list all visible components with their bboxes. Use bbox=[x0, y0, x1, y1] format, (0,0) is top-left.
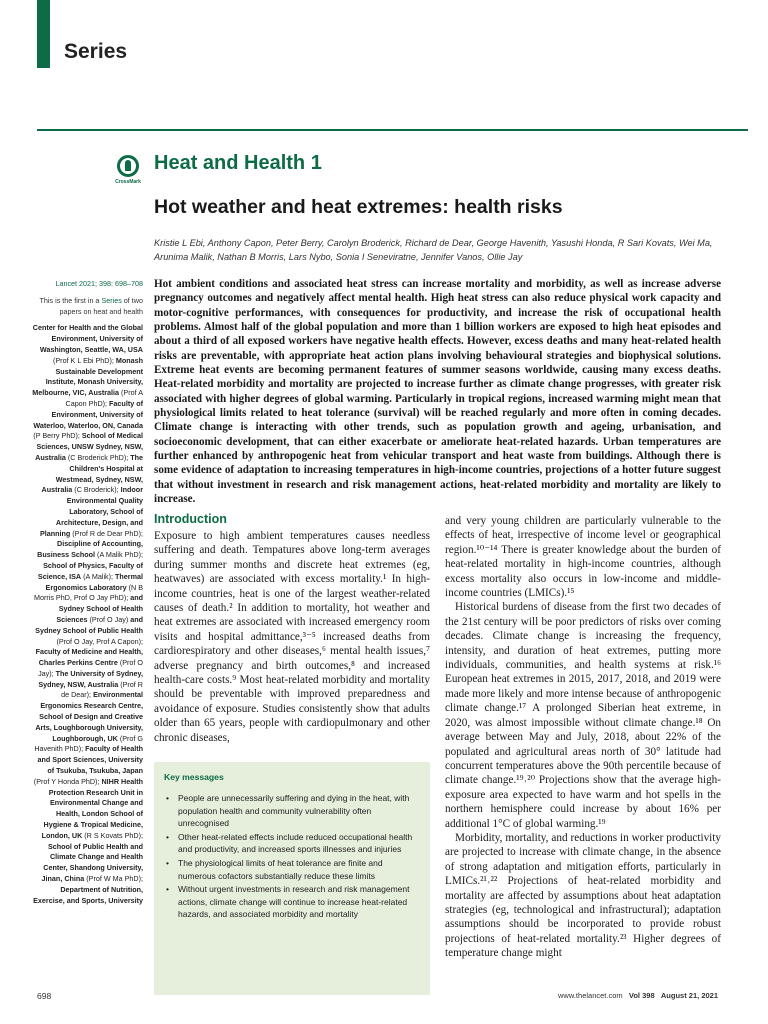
sidebar bbox=[30, 279, 143, 906]
list-item: • Other heat-related effects include reduced occupational health and productivity, and increased sports illnesses and injuries bbox=[164, 831, 420, 856]
affiliation-institution: The Children's Hospital at Westmead, Sydney, NSW, Australia bbox=[41, 452, 143, 495]
affiliation-institution: Thermal Ergonomics Laboratory bbox=[45, 571, 143, 592]
affiliation-authors: (Prof O Jay); bbox=[38, 658, 143, 678]
affiliation-authors: (Prof K L Ebi PhD); bbox=[52, 355, 116, 365]
paragraph: Historical burdens of disease from the first two decades of the 21st century will be poor predictors of risks over coming decades. Climate change is increasing the frequency, intensity, and duration of heat extremes, putting more individuals, communities, and health systems at risk.¹⁶ European heat extremes in 2015, 2017, 2018, and 2019 were made more likely and more intense because of anthropogenic climate change.¹⁷ A prolonged Siberian heat extreme, in 2020, was almost impossible without climate change.¹⁸ On average between May and July, 2018, about 22% of the populated and agricultural areas north of 30° latitude had concurrent temperatures above the 90th percentile because of climate change.¹⁹˒²⁰ Projections show that the average high-exposure area expected to have warm and hot spells in the northern hemisphere could increase by about 16% per additional 1°C of global warming.¹⁹ bbox=[445, 601, 721, 830]
key-messages-list bbox=[164, 792, 420, 921]
list-item: • The physiological limits of heat tolerance are finite and numerous cofactors substantially reduce these limits bbox=[164, 857, 420, 882]
footer-volume: Vol 398 bbox=[628, 991, 655, 1000]
affiliation-authors: (Prof Y Honda PhD); bbox=[33, 776, 102, 786]
affiliation-authors: (Prof R de Dear); bbox=[61, 679, 143, 700]
series-note-pre: This is the first in a bbox=[39, 295, 102, 305]
affiliation-institution: School of Physics, Faculty of Science, ISA bbox=[37, 560, 143, 581]
affiliation-authors: (A Malik PhD); bbox=[95, 550, 143, 560]
header-divider bbox=[37, 129, 748, 131]
affiliation-authors: (C Broderick); bbox=[72, 485, 121, 495]
crossmark-label: CrossMark bbox=[115, 179, 141, 185]
footer-site[interactable]: www.thelancet.com bbox=[558, 991, 623, 1000]
affiliation-institution: Department of Nutrition, Exercise, and Sports, University bbox=[33, 884, 143, 905]
affiliation-authors: (A Malik); bbox=[81, 571, 116, 581]
affiliation-institution: School of Public Health and Climate Change and Health Center, Shandong University, Jinan, China bbox=[41, 841, 143, 884]
series-tab-marker bbox=[37, 0, 50, 68]
introduction-text bbox=[154, 529, 430, 745]
series-link[interactable]: Series bbox=[101, 295, 122, 305]
key-messages-title: Key messages bbox=[164, 772, 224, 782]
affiliation-institution: Faculty of Environment, University of Waterloo, Waterloo, ON, Canada bbox=[33, 398, 143, 430]
affiliation-authors: (Prof W Ma PhD); bbox=[84, 874, 143, 884]
affiliation-authors: (R S Kovats PhD); bbox=[82, 830, 143, 840]
series-note-post: of two papers on heat and health bbox=[59, 295, 143, 316]
crossmark-ring bbox=[117, 155, 139, 177]
abstract: Hot ambient conditions and associated heat stress can increase mortality and morbidity, as well as increase adverse pregnancy outcomes and negatively affect mental health. High heat stress can also reduce physical work capacity and motor-cognitive performances, with consequences for productivity, and increase the risk of occupational health problems. Almost half of the global population and more than 1 billion workers are exposed to high heat episodes and about a third of all exposed workers have negative health effects. However, excess deaths and many heat-related health risks are preventable, with appropriate heat action plans involving behavioural strategies and biophysical solutions. Extreme heat events are becoming permanent features of summer seasons worldwide, causing many excess deaths. Heat-related morbidity and mortality are projected to increase further as climate change progresses, with greater risk associated with higher degrees of global warming. Particularly in tropical regions, increased warming might mean that physiological limits related to heat tolerance (survival) will be reached regularly and more often in coming decades. Climate change is interacting with other trends, such as population growth and ageing, urbanisation, and socioeconomic development, that can either exacerbate or ameliorate heat-related hazards. Urban temperatures are further enhanced by anthropogenic heat from vehicular transport and heat waste from buildings. Although there is some evidence of adaptation to increasing temperatures in high-income countries, projections of a hotter future suggest that without investment in research and risk management actions, heat-related morbidity and mortality are likely to increase. bbox=[154, 278, 721, 506]
affiliation-entry bbox=[42, 842, 143, 883]
page-number: 698 bbox=[37, 991, 52, 1001]
paragraph: and very young children are particularly vulnerable to the effects of heat, irrespective of income level or geographical region.¹⁰⁻¹⁴ There is greater knowledge about the burden of heat-related mortality in high-income countries, although excess mortality also occurs in low-income and middle-income countries (LMICs).¹⁵ bbox=[445, 515, 721, 600]
affiliation-authors: (Prof R de Dear PhD); bbox=[70, 528, 143, 538]
paragraph: Morbidity, mortality, and reductions in worker productivity are projected to increase with climate change, in the absence of strong adaptation and mitigation efforts, particularly in LMICs.²¹˒²² Projections of heat-related morbidity and mortality are affected by assumptions about heat adaptation strategies (eg, technological and infrastructural); adaptation assumptions should be incorporated to provide robust projections of heat-related mortality.²³ Higher degrees of temperature change might bbox=[445, 831, 721, 960]
citation-text: Lancet 2021; 398: 698–708 bbox=[55, 279, 143, 288]
introduction-heading: Introduction bbox=[154, 512, 227, 526]
footer-info bbox=[558, 991, 718, 1000]
affiliation-institution: Indoor Environmental Quality Laboratory, School of Architecture, Design, and Planning bbox=[39, 485, 143, 538]
paragraph: Exposure to high ambient temperatures causes needless suffering and death. Tempatures above long-term averages during summer months and discrete heat extremes (eg, heatwaves) are associated with excess mortality.¹ In high-income countries, heat is one of the largest weather-related causes of death.² In addition to mortality, hot weather and heat extremes are associated with increased emergency room visits and hospital admittance,³⁻⁵ increased deaths from cardiorespiratory and other diseases,⁶ mental health issues,⁷ adverse pregnancy and birth outcomes,⁸ and increased health-care costs.⁹ Most heat-related morbidity and mortality should be preventable with improved preparedness and avoidance of exposure. Studies consistently show that adults older than 65 years, people with cardiopulmonary and other chronic diseases, bbox=[154, 530, 430, 744]
affiliation-authors: (Prof O Jay) bbox=[87, 614, 131, 624]
affiliation-institution: Environmental Ergonomics Research Centre, School of Design and Creative Arts, Loughborough University, Loughborough, UK bbox=[35, 690, 143, 743]
series-note bbox=[30, 296, 143, 318]
affiliation-institution: Discipline of Accounting, Business School bbox=[37, 539, 143, 560]
author-list: Kristie L Ebi, Anthony Capon, Peter Berry, Carolyn Broderick, Richard de Dear, George Havenith, Yasushi Honda, R Sari Kovats, Wei Ma, Arunima Malik, Nathan B Morris, Lars Nybo, Sonia I Seneviratne, Jennifer Vanos, Ollie Jay bbox=[154, 238, 713, 262]
affiliation-institution: School of Medical Sciences, UNSW Sydney, NSW, Australia bbox=[35, 431, 143, 462]
affiliation-institution: Monash Sustainable Development Institute, Monash University, Melbourne, VIC, Australia bbox=[32, 355, 143, 398]
affiliation-authors: (C Broderick PhD); bbox=[65, 452, 131, 462]
affiliation-authors: (Prof O Jay, Prof A Capon); bbox=[56, 636, 143, 646]
list-item: • People are unnecessarily suffering and dying in the heat, with population health and community vulnerability often unrecognised bbox=[164, 792, 420, 830]
citation bbox=[30, 279, 143, 290]
affiliation-institution: The University of Sydney, Sydney, NSW, Australia bbox=[38, 668, 143, 689]
article-title: Hot weather and heat extremes: health risks bbox=[154, 196, 563, 218]
list-item: • Without urgent investments in research and risk management actions, climate change will continue to increase heat-related hazards, and associated morbidity and mortality bbox=[164, 883, 420, 921]
affiliation-institution: Faculty of Medicine and Health, Charles Perkins Centre bbox=[35, 647, 143, 668]
affiliation-institution: and Sydney School of Health Sciences bbox=[56, 593, 143, 624]
affiliation-authors: (Prof G Havenith PhD); bbox=[34, 733, 143, 754]
right-column bbox=[445, 514, 721, 961]
affiliation-entry bbox=[37, 539, 143, 559]
left-column bbox=[154, 512, 430, 745]
affiliation-authors: (N B Morris PhD, Prof O Jay PhD); bbox=[33, 582, 143, 603]
series-label: Series bbox=[64, 40, 128, 63]
series-title: Heat and Health 1 bbox=[154, 152, 322, 174]
affiliation-entry bbox=[33, 885, 143, 905]
affiliation-entry bbox=[42, 777, 143, 840]
footer-date: August 21, 2021 bbox=[660, 991, 718, 1000]
affiliation-authors: (P Berry PhD); bbox=[33, 431, 82, 441]
affiliation-institution: Faculty of Health and Sport Sciences, University of Tsukuba, Tsukuba, Japan bbox=[37, 744, 143, 776]
affiliation-institution: and Sydney School of Public Health bbox=[35, 614, 143, 635]
affiliation-authors: (Prof A Capon PhD); bbox=[65, 388, 143, 408]
crossmark-icon[interactable] bbox=[113, 155, 143, 191]
key-messages-box bbox=[154, 762, 430, 995]
affiliation-institution: Center for Health and the Global Environment, University of Washington, Seattle, WA, USA bbox=[32, 323, 143, 354]
affiliation-institution: NIHR Health Protection Research Unit in Environmental Change and Health, London School of Hygiene & Tropical Medicine, London, UK bbox=[41, 776, 143, 840]
right-column-text bbox=[445, 514, 721, 961]
affiliations bbox=[30, 323, 143, 906]
